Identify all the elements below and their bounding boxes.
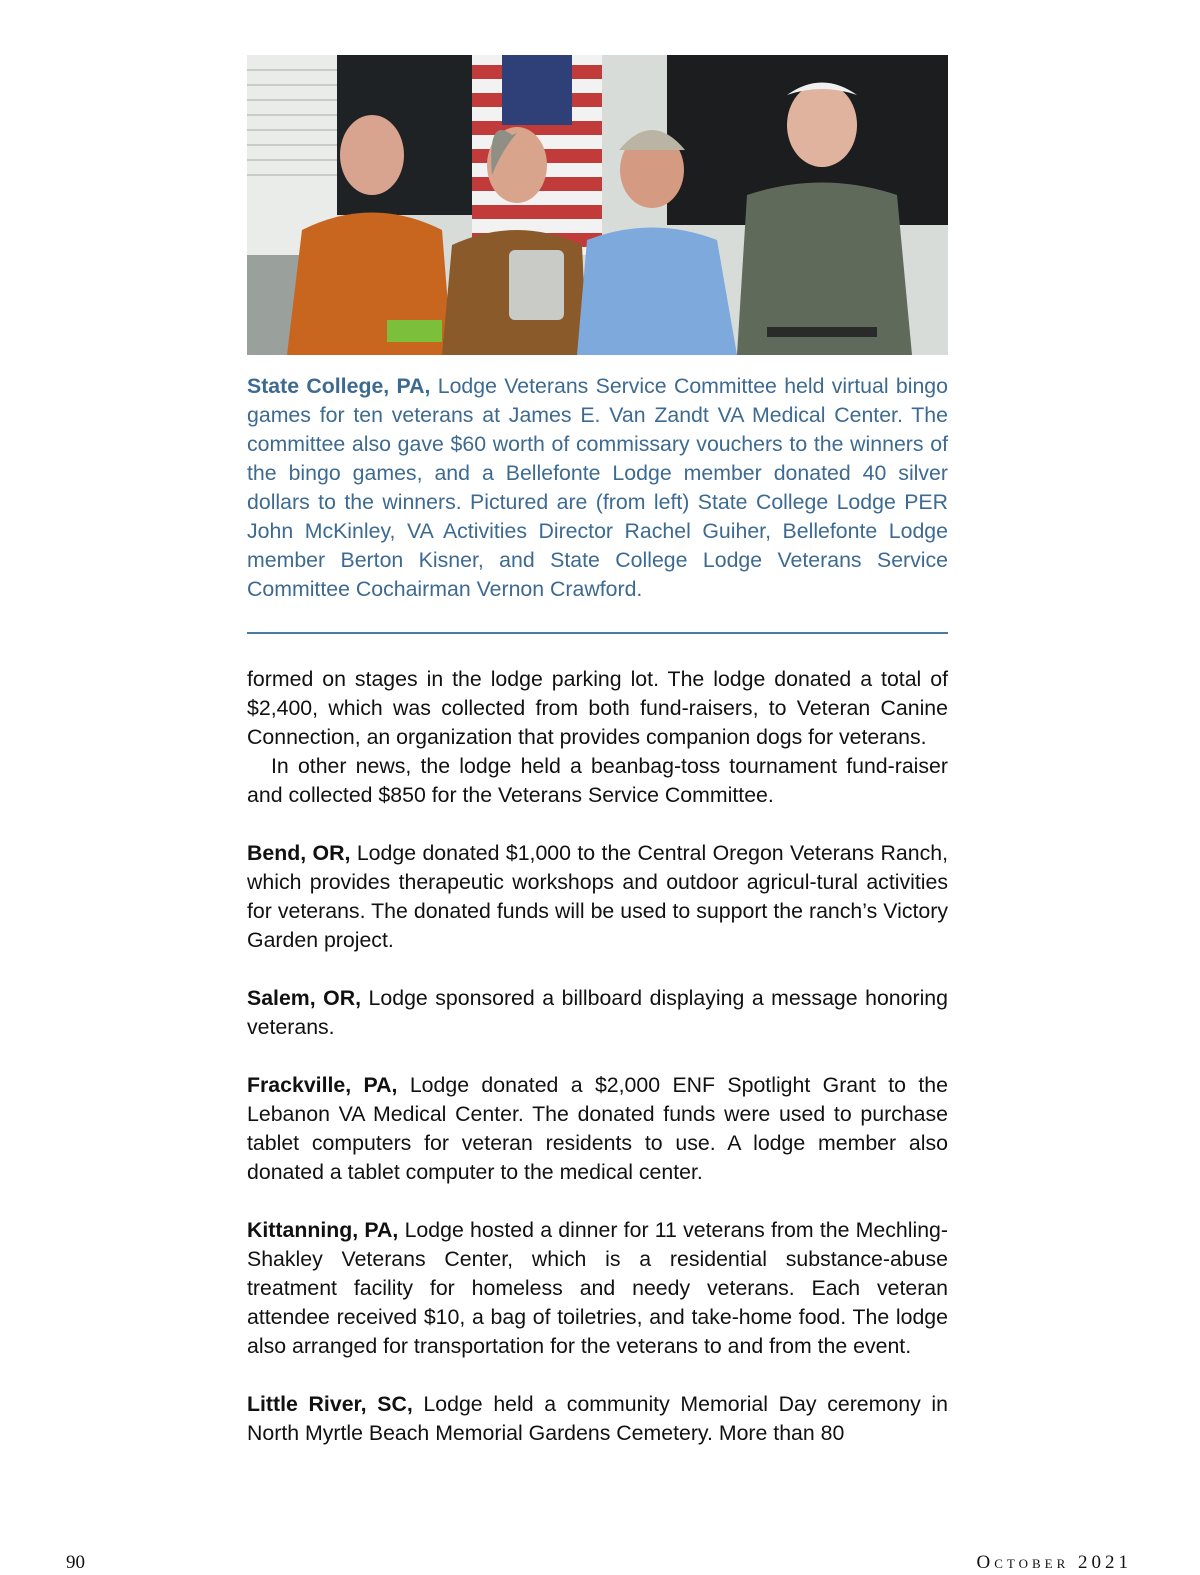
lodge-text: Lodge sponsored a billboard displaying a message honoring veterans.	[247, 986, 948, 1039]
lodge-name: Kittanning, PA,	[247, 1218, 399, 1242]
caption-lead: State College, PA,	[247, 374, 431, 398]
lodge-item	[247, 1390, 948, 1448]
lodge-name: Frackville, PA,	[247, 1073, 398, 1097]
lodge-name: Bend, OR,	[247, 841, 351, 865]
page-number: 90	[66, 1552, 85, 1573]
lodge-item	[247, 839, 948, 955]
group-photo-image	[247, 55, 948, 355]
article-body	[247, 665, 948, 1448]
lodge-text: Lodge donated $1,000 to the Central Oregon Veterans Ranch, which provides therapeutic workshops and outdoor agricul-tural activities for veterans. The donated funds will be used to support the ranch’s Victory Garden project.	[247, 841, 948, 952]
photo-caption	[247, 372, 948, 604]
lodge-text: Lodge donated a $2,000 ENF Spotlight Grant to the Lebanon VA Medical Center. The donated funds were used to purchase tablet computers for veteran residents to use. A lodge member also donated a tablet computer to the medical center.	[247, 1073, 948, 1184]
article-paragraph: formed on stages in the lodge parking lot. The lodge donated a total of $2,400, which was collected from both fund-raisers, to Veteran Canine Connection, an organization that provides companion dogs for veterans.	[247, 667, 948, 749]
lodge-text: Lodge hosted a dinner for 11 veterans from the Mechling-Shakley Veterans Center, which is a residential substance-abuse treatment facility for homeless and needy veterans. Each veteran attendee received $10, a bag of toiletries, and take-home food. The lodge also arranged for transportation for the veterans to and from the event.	[247, 1218, 948, 1358]
lodge-item	[247, 1071, 948, 1187]
issue-date: October 2021	[976, 1552, 1132, 1573]
lodge-item	[247, 984, 948, 1042]
lodge-name: Little River, SC,	[247, 1392, 413, 1416]
caption-text: Lodge Veterans Service Committee held virtual bingo games for ten veterans at James E. Van Zandt VA Medical Center. The committee also gave $60 worth of commissary vouchers to the winners of the bingo games, and a Bellefonte Lodge member donated 40 silver dollars to the winners. Pictured are (from left) State College Lodge PER John McKinley, VA Activities Director Rachel Guiher, Bellefonte Lodge member Berton Kisner, and State College Lodge Veterans Service Committee Cochairman Vernon Crawford.	[247, 374, 948, 601]
lodge-name: Salem, OR,	[247, 986, 362, 1010]
article-paragraph: In other news, the lodge held a beanbag-toss tournament fund-raiser and collected $850 for the Veterans Service Committee.	[247, 754, 948, 807]
group-photo	[247, 55, 948, 355]
lodge-item	[247, 1216, 948, 1361]
lodge-text: Lodge held a community Memorial Day ceremony in North Myrtle Beach Memorial Gardens Cemetery. More than 80	[247, 1392, 948, 1445]
caption-divider	[247, 632, 948, 634]
